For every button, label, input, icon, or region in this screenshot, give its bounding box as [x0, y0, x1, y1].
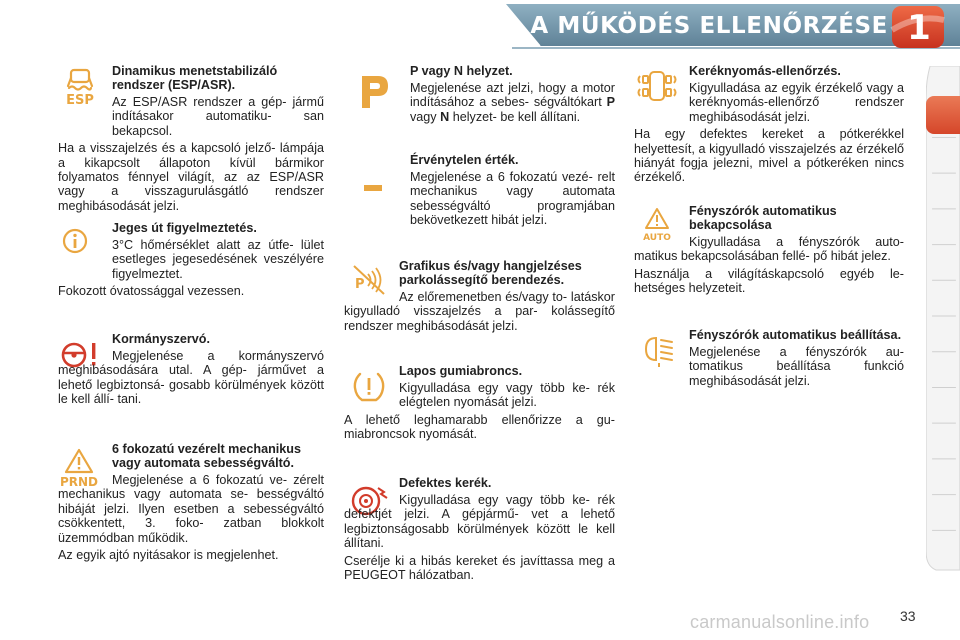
parking-text-1: Az előremenetben és/vagy to- latáskor kigyulladó visszajelzés a par- kolássegítő rendszer meghibásodását jelzi.	[344, 290, 615, 333]
ice-text-1: 3°C hőmérséklet alatt az útfe- lület esetleges jegesedésének veszélyére figyelmeztet.	[112, 238, 324, 281]
section-pn	[344, 64, 615, 127]
svg-text:PRND: PRND	[59, 475, 99, 488]
section-steering	[58, 332, 324, 410]
parking-title: Grafikus és/vagy hangjelzéses parkolássegítő berendezés.	[399, 259, 582, 287]
ice-title: Jeges út figyelmeztetés.	[112, 221, 257, 235]
section-puncture	[344, 476, 615, 585]
esp-text-1: Az ESP/ASR rendszer a gép- jármű indításakor automatiku- san bekapcsol.	[112, 95, 324, 138]
esp-text-2: Ha a visszajelzés és a kapcsoló jelző- lámpája a kikapcsolt állapoton kívül bármikor folyamatos fénnyel világít, az az ESP/ASR vagy a visszagurulásgátló rendszer meghibásodását jelzi.	[58, 141, 324, 213]
gearbox-text-1: Megjelenése a 6 fokozatú ve- zérelt mechanikus vagy automata se- bességváltó hibáját jelzi. Ilyen esetben a sebességváltó csökkentett, 3. foko- zatban blokkolt üzemmódban működik.	[58, 473, 324, 545]
puncture-title: Defektes kerék.	[399, 476, 492, 490]
steering-title: Kormányszervó.	[112, 332, 210, 346]
svg-text:ESP: ESP	[66, 93, 94, 106]
autolights-text-2: Használja a világításkapcsoló egyéb le- hetséges helyzeteit.	[634, 266, 904, 296]
ice-text-2: Fokozott óvatossággal vezessen.	[58, 284, 245, 299]
chapter-tabs	[926, 66, 960, 572]
lowtyre-text-2: A lehető leghamarabb ellenőrizze a gu- miabroncsok nyomását.	[344, 412, 615, 442]
gearbox-text-2: Az egyik ajtó nyitásakor is megjelenhet.	[58, 548, 279, 563]
section-invalid	[344, 153, 615, 231]
wheelcheck-title: Keréknyomás-ellenőrzés.	[689, 64, 841, 78]
lowtyre-title: Lapos gumiabroncs.	[399, 364, 523, 378]
auto-icon-label: AUTO	[643, 233, 671, 243]
puncture-text-1: Kigyulladása egy vagy több ke- rék defektjét jelzi. A gépjármű- vet a lehető legbiztonságosabb körülmények között le kell állítani.	[344, 493, 615, 551]
section-parking	[344, 259, 615, 336]
lightadjust-title: Fényszórók automatikus beállítása.	[689, 328, 902, 342]
section-ice	[58, 221, 324, 302]
steering-text-1: Megjelenése a kormányszervó meghibásodására utal. A gép- járművet a lehető legbiztonsá- gosabb körülmények között le kell állí- tani.	[58, 349, 324, 407]
wheelcheck-text-2: Ha egy defektes kereket a pótkerékkel helyettesít, a kigyulladó visszajelzés az érzékelő hiányát fogja jelezni, mivel a pótkeréken nincs érzékelő.	[634, 127, 904, 185]
section-lowtyre	[344, 364, 615, 445]
pn-text-1: Megjelenése azt jelzi, hogy a motor indításához a sebes- ségváltókart P vagy N helyzet- be kell állítani.	[410, 81, 615, 124]
autolights-text-1: Kigyulladása a fényszórók auto- matikus bekapcsolásában fellé- pő hibát jelez.	[634, 235, 904, 264]
chapter-number: 1	[907, 8, 931, 48]
watermark: carmanualsonline.info	[690, 612, 870, 632]
section-wheelcheck	[634, 64, 904, 188]
invalid-text-1: Megjelenése a 6 fokozatú vezé- relt mechanikus vagy automata sebességváltó programjában bekövetkezett hibát jelzi.	[410, 170, 615, 228]
lightadjust-text-1: Megjelenése a fényszórók au- tomatikus beállítása funkció meghibásodását jelzi.	[689, 345, 904, 388]
pn-title: P vagy N helyzet.	[410, 64, 513, 78]
section-gearbox	[58, 442, 324, 565]
gearbox-title: 6 fokozatú vezérelt mechanikus vagy automata sebességváltó.	[112, 442, 301, 470]
esp-title: Dinamikus menetstabilizáló rendszer (ESP/ASR).	[112, 64, 278, 92]
invalid-title: Érvénytelen érték.	[410, 153, 519, 167]
wheelcheck-text-1: Kigyulladása az egyik érzékelő vagy a keréknyomás-ellenőrző rendszer meghibásodását jelzi.	[689, 81, 904, 124]
page-title: A MŰKÖDÉS ELLENŐRZÉSE	[530, 13, 888, 39]
section-lightadjust	[634, 328, 904, 391]
section-autolights	[634, 204, 904, 299]
puncture-text-2: Cserélje ki a hibás kereket és javíttassa meg a PEUGEOT hálózatban.	[344, 553, 615, 583]
section-esp	[58, 64, 324, 216]
autolights-title: Fényszórók automatikus bekapcsolása	[689, 204, 837, 232]
page-number: 33	[900, 608, 916, 624]
svg-text:P: P	[355, 277, 365, 292]
lowtyre-text-1: Kigyulladása egy vagy több ke- rék elégtelen nyomását jelzi.	[399, 381, 615, 410]
chapter-tab-active[interactable]	[926, 96, 960, 134]
